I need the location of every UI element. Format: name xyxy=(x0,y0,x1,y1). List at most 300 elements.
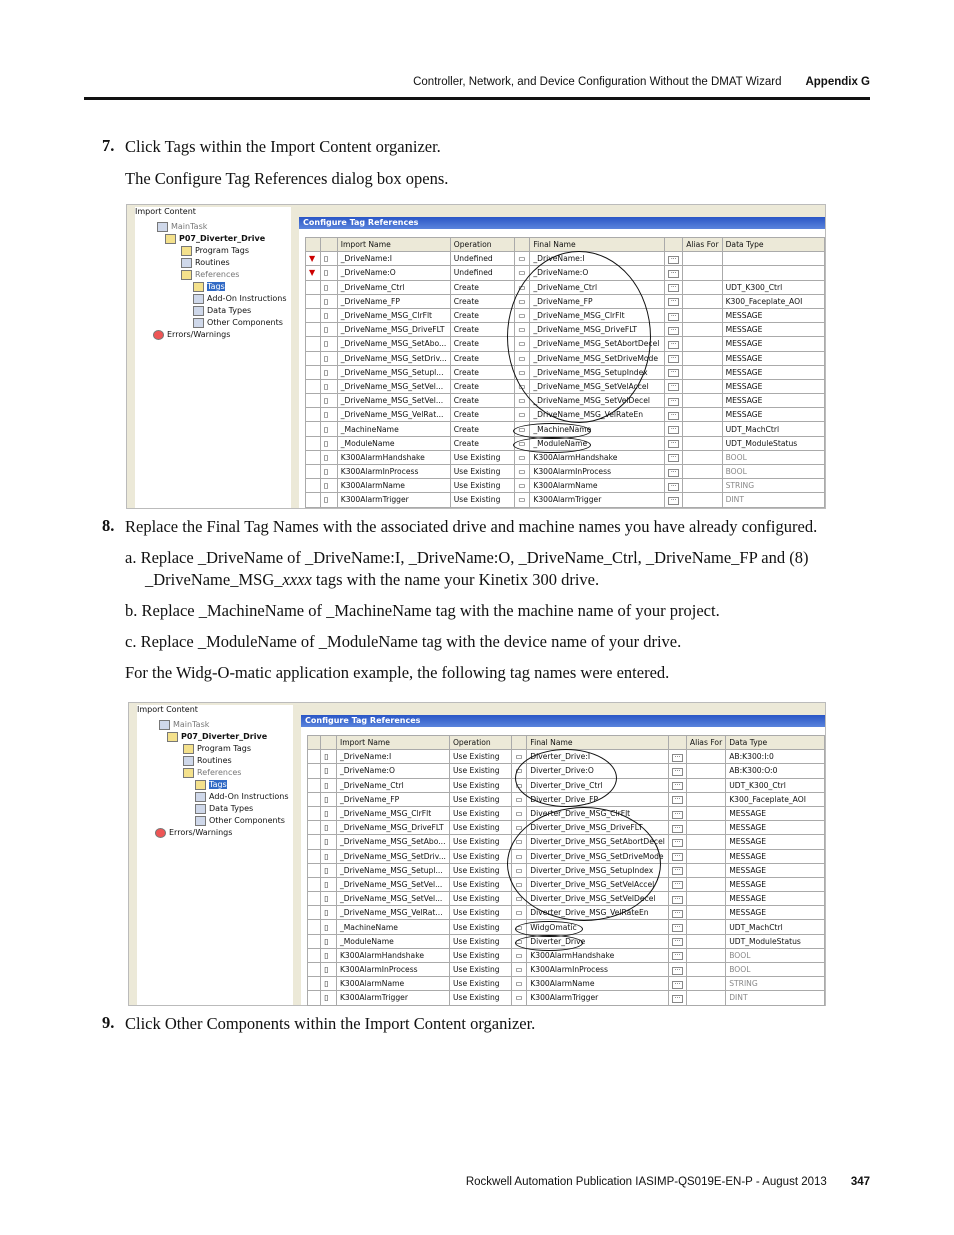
ellipsis-icon[interactable]: ··· xyxy=(672,881,683,889)
data-type-cell: AB:K300:I:0 xyxy=(726,750,825,764)
tag-icon: ▯ xyxy=(321,849,337,863)
operation-cell[interactable]: Use Existing xyxy=(449,877,512,891)
ellipsis-icon[interactable]: ··· xyxy=(668,383,679,391)
final-name-icon: ▭ xyxy=(515,479,530,493)
ellipsis-button[interactable] xyxy=(665,479,683,493)
ellipsis-button[interactable] xyxy=(668,835,686,849)
ellipsis-icon[interactable]: ··· xyxy=(672,754,683,762)
final-name-cell[interactable]: Diverter_Drive_FP xyxy=(527,792,669,806)
final-name-cell[interactable]: _DriveName_MSG_DriveFLT xyxy=(530,323,665,337)
ellipsis-icon[interactable]: ··· xyxy=(668,483,679,491)
final-name-cell[interactable]: Diverter_Drive_MSG_SetVelAccel xyxy=(527,877,669,891)
ellipsis-icon[interactable]: ··· xyxy=(672,839,683,847)
final-name-icon: ▭ xyxy=(512,821,527,835)
final-name-icon: ▭ xyxy=(515,465,530,479)
operation-cell[interactable]: Use Existing xyxy=(449,920,512,934)
ellipsis-icon[interactable]: ··· xyxy=(672,938,683,946)
final-name-cell[interactable]: _ModuleName xyxy=(530,436,665,450)
col-data-type[interactable]: Data Type xyxy=(722,238,824,252)
import-name-cell: _MachineName xyxy=(336,920,449,934)
col-operation[interactable]: Operation xyxy=(450,238,515,252)
ellipsis-button[interactable] xyxy=(668,778,686,792)
operation-cell[interactable]: Use Existing xyxy=(449,778,512,792)
ellipsis-button[interactable] xyxy=(665,408,683,422)
operation-cell[interactable]: Use Existing xyxy=(449,750,512,764)
operation-cell[interactable]: Create xyxy=(450,351,515,365)
table-row[interactable] xyxy=(308,948,825,962)
tree-item-errors[interactable]: Errors/Warnings xyxy=(153,329,230,340)
final-name-cell[interactable]: Diverter_Drive_MSG_VelRateEn xyxy=(527,906,669,920)
final-name-icon: ▭ xyxy=(515,394,530,408)
ellipsis-button[interactable] xyxy=(668,863,686,877)
tree-item-errors[interactable]: Errors/Warnings xyxy=(155,827,232,838)
ellipsis-button[interactable] xyxy=(665,465,683,479)
import-name-cell: _MachineName xyxy=(337,422,450,436)
final-name-cell[interactable]: _DriveName_MSG_VelRateEn xyxy=(530,408,665,422)
final-name-icon: ▭ xyxy=(515,252,530,266)
final-name-cell[interactable]: _DriveName_Ctrl xyxy=(530,280,665,294)
final-name-cell[interactable]: K300AlarmTrigger xyxy=(527,991,669,1005)
ellipsis-icon[interactable]: ··· xyxy=(672,952,683,960)
step-7-text: Click Tags within the Import Content organizer. xyxy=(125,137,441,156)
operation-cell[interactable]: Undefined xyxy=(450,252,515,266)
aoi-icon xyxy=(193,294,204,304)
alias-for-cell xyxy=(686,792,725,806)
ellipsis-icon[interactable]: ··· xyxy=(672,896,683,904)
ellipsis-icon[interactable]: ··· xyxy=(668,497,679,505)
other-components-icon xyxy=(195,816,206,826)
data-type-cell: MESSAGE xyxy=(722,308,824,322)
final-name-cell[interactable]: Diverter_Drive_MSG_SetupIndex xyxy=(527,863,669,877)
ellipsis-icon[interactable]: ··· xyxy=(668,355,679,363)
alias-for-cell xyxy=(683,450,722,464)
ellipsis-icon[interactable]: ··· xyxy=(672,768,683,776)
operation-cell[interactable]: Create xyxy=(450,365,515,379)
tree-item-maintask[interactable]: MainTask xyxy=(157,221,207,232)
final-name-cell[interactable]: Diverter_Drive:I xyxy=(527,750,669,764)
final-name-cell[interactable]: K300AlarmHandshake xyxy=(530,450,665,464)
ellipsis-button[interactable] xyxy=(668,792,686,806)
ellipsis-icon[interactable]: ··· xyxy=(672,995,683,1003)
tree-item-tags[interactable]: Tags xyxy=(195,779,227,790)
table-row[interactable] xyxy=(308,963,825,977)
operation-cell[interactable]: Use Existing xyxy=(449,934,512,948)
tree-item-program[interactable]: P07_Diverter_Drive xyxy=(167,731,267,742)
ellipsis-icon[interactable]: ··· xyxy=(672,796,683,804)
final-name-cell[interactable]: Diverter_Drive_MSG_SetAbortDecel xyxy=(527,835,669,849)
operation-cell[interactable]: Use Existing xyxy=(449,963,512,977)
operation-cell[interactable]: Use Existing xyxy=(449,906,512,920)
ellipsis-button[interactable] xyxy=(668,920,686,934)
data-type-cell: UDT_ModuleStatus xyxy=(722,436,824,450)
program-icon xyxy=(165,234,176,244)
ellipsis-icon[interactable]: ··· xyxy=(668,298,679,306)
tree-item-other-components[interactable]: Other Components xyxy=(193,317,283,328)
ellipsis-icon[interactable]: ··· xyxy=(668,313,679,321)
alias-for-cell xyxy=(686,835,725,849)
ellipsis-icon[interactable]: ··· xyxy=(672,910,683,918)
operation-cell[interactable]: Create xyxy=(450,394,515,408)
final-name-icon: ▭ xyxy=(515,337,530,351)
ellipsis-button[interactable] xyxy=(668,991,686,1005)
alias-for-cell xyxy=(686,963,725,977)
data-type-cell: MESSAGE xyxy=(726,821,825,835)
running-header xyxy=(413,76,870,88)
step-7-result: The Configure Tag References dialog box opens. xyxy=(125,169,449,188)
operation-cell[interactable]: Use Existing xyxy=(450,493,515,507)
tree-item-references[interactable]: References xyxy=(183,767,241,778)
ellipsis-icon[interactable]: ··· xyxy=(668,469,679,477)
operation-cell[interactable]: Use Existing xyxy=(449,764,512,778)
alias-for-cell xyxy=(686,906,725,920)
highlight-oval xyxy=(515,935,583,951)
alias-for-cell xyxy=(683,337,722,351)
import-name-cell: K300AlarmInProcess xyxy=(336,963,449,977)
status-flag-icon xyxy=(308,977,321,991)
ellipsis-button[interactable] xyxy=(665,365,683,379)
operation-cell[interactable]: Use Existing xyxy=(449,991,512,1005)
tree-title: Import Content xyxy=(137,705,198,714)
table-row[interactable] xyxy=(306,479,825,493)
ellipsis-button[interactable] xyxy=(665,422,683,436)
final-name-icon: ▭ xyxy=(515,294,530,308)
import-name-cell: _ModuleName xyxy=(337,436,450,450)
final-name-icon: ▭ xyxy=(512,991,527,1005)
status-flag-icon xyxy=(308,821,321,835)
ellipsis-button[interactable] xyxy=(668,764,686,778)
status-flag-icon xyxy=(306,365,321,379)
status-flag-icon xyxy=(306,479,321,493)
alias-for-cell xyxy=(686,991,725,1005)
final-name-icon: ▭ xyxy=(515,436,530,450)
import-name-cell: _DriveName_MSG_VelRat... xyxy=(337,408,450,422)
ellipsis-icon[interactable]: ··· xyxy=(668,369,679,377)
ellipsis-button[interactable] xyxy=(665,493,683,507)
final-name-cell[interactable]: Diverter_Drive_MSG_DriveFLT xyxy=(527,821,669,835)
operation-cell[interactable]: Use Existing xyxy=(449,948,512,962)
tree-item-routines[interactable]: Routines xyxy=(183,755,232,766)
ellipsis-icon[interactable]: ··· xyxy=(672,853,683,861)
operation-cell[interactable]: Use Existing xyxy=(449,821,512,835)
ellipsis-button[interactable] xyxy=(668,963,686,977)
ellipsis-button[interactable] xyxy=(665,450,683,464)
final-name-cell[interactable]: K300AlarmName xyxy=(527,977,669,991)
ellipsis-button[interactable] xyxy=(665,379,683,393)
ellipsis-icon[interactable]: ··· xyxy=(668,398,679,406)
operation-cell[interactable]: Create xyxy=(450,379,515,393)
tree-item-other-components[interactable]: Other Components xyxy=(195,815,285,826)
operation-cell[interactable]: Use Existing xyxy=(449,806,512,820)
import-name-cell: _DriveName_Ctrl xyxy=(336,778,449,792)
ellipsis-icon[interactable]: ··· xyxy=(672,811,683,819)
data-type-cell: MESSAGE xyxy=(722,394,824,408)
final-name-cell[interactable]: _DriveName_MSG_ClrFlt xyxy=(530,308,665,322)
import-name-cell: _DriveName_MSG_DriveFLT xyxy=(336,821,449,835)
tag-icon: ▯ xyxy=(321,821,337,835)
data-type-cell: K300_Faceplate_AOI xyxy=(722,294,824,308)
alias-for-cell xyxy=(683,422,722,436)
data-type-cell: MESSAGE xyxy=(726,849,825,863)
final-name-cell[interactable]: K300AlarmName xyxy=(530,479,665,493)
step-8a-line2: _DriveName_MSG_xxxx tags with the name your Kinetix 300 drive. xyxy=(145,570,600,589)
col-import-name[interactable]: Import Name xyxy=(337,238,450,252)
final-name-cell[interactable]: Diverter_Drive_Ctrl xyxy=(527,778,669,792)
final-name-cell[interactable]: _DriveName:O xyxy=(530,266,665,280)
status-flag-icon xyxy=(306,379,321,393)
data-type-cell: MESSAGE xyxy=(726,877,825,891)
status-flag-icon xyxy=(306,294,321,308)
tree-item-program-tags[interactable]: Program Tags xyxy=(181,245,249,256)
tree-item-data-types[interactable]: Data Types xyxy=(195,803,253,814)
folder-icon xyxy=(183,768,194,778)
import-name-cell: _DriveName_MSG_Setupl... xyxy=(337,365,450,379)
ellipsis-button[interactable] xyxy=(665,436,683,450)
alias-for-cell xyxy=(686,977,725,991)
status-flag-icon xyxy=(306,408,321,422)
highlight-oval xyxy=(507,251,651,423)
table-row[interactable] xyxy=(308,991,825,1005)
col-data-type[interactable]: Data Type xyxy=(726,736,825,750)
import-name-cell: _DriveName_MSG_SetVel... xyxy=(337,394,450,408)
status-flag-icon xyxy=(308,934,321,948)
status-flag-icon xyxy=(306,394,321,408)
tag-icon: ▯ xyxy=(320,294,337,308)
ellipsis-button[interactable] xyxy=(665,280,683,294)
operation-cell[interactable]: Create xyxy=(450,294,515,308)
ellipsis-button[interactable] xyxy=(665,323,683,337)
ellipsis-icon[interactable]: ··· xyxy=(668,454,679,462)
data-type-cell: MESSAGE xyxy=(726,906,825,920)
alias-for-cell xyxy=(683,436,722,450)
final-name-cell[interactable]: K300AlarmTrigger xyxy=(530,493,665,507)
ellipsis-icon[interactable]: ··· xyxy=(668,327,679,335)
final-name-cell[interactable]: K300AlarmInProcess xyxy=(530,465,665,479)
col-final-name[interactable]: Final Name xyxy=(527,736,669,750)
ellipsis-button[interactable] xyxy=(668,821,686,835)
tag-icon: ▯ xyxy=(321,778,337,792)
ellipsis-button[interactable] xyxy=(668,750,686,764)
error-icon xyxy=(153,330,164,340)
tree-item-program-tags[interactable]: Program Tags xyxy=(183,743,251,754)
final-name-cell[interactable]: _DriveName_MSG_SetupIndex xyxy=(530,365,665,379)
ellipsis-button[interactable] xyxy=(668,948,686,962)
operation-cell[interactable]: Create xyxy=(450,308,515,322)
col-final-name[interactable]: Final Name xyxy=(530,238,665,252)
final-name-cell[interactable]: Diverter_Drive:O xyxy=(527,764,669,778)
status-flag-icon xyxy=(306,450,321,464)
status-flag-icon xyxy=(308,806,321,820)
final-name-icon: ▭ xyxy=(512,764,527,778)
import-name-cell: K300AlarmTrigger xyxy=(337,493,450,507)
ellipsis-icon[interactable]: ··· xyxy=(672,782,683,790)
final-name-icon: ▭ xyxy=(512,778,527,792)
tag-icon: ▯ xyxy=(320,351,337,365)
final-name-cell[interactable]: Diverter_Drive_MSG_ClrFlt xyxy=(527,806,669,820)
ellipsis-icon[interactable]: ··· xyxy=(668,426,679,434)
col-alias-for[interactable]: Alias For xyxy=(683,238,722,252)
operation-cell[interactable]: Use Existing xyxy=(449,892,512,906)
operation-cell[interactable]: Use Existing xyxy=(449,977,512,991)
ellipsis-button[interactable] xyxy=(668,849,686,863)
tag-icon: ▯ xyxy=(321,906,337,920)
import-name-cell: K300AlarmInProcess xyxy=(337,465,450,479)
final-name-cell[interactable]: _DriveName_MSG_SetAbortDecel xyxy=(530,337,665,351)
final-name-cell[interactable]: Diverter_Drive_MSG_SetVelDecel xyxy=(527,892,669,906)
ellipsis-button[interactable] xyxy=(668,892,686,906)
data-type-cell: BOOL xyxy=(726,963,825,977)
ellipsis-icon[interactable]: ··· xyxy=(668,270,679,278)
col-alias-for[interactable]: Alias For xyxy=(686,736,725,750)
data-type-cell: MESSAGE xyxy=(726,835,825,849)
alias-for-cell xyxy=(683,479,722,493)
ellipsis-button[interactable] xyxy=(665,252,683,266)
program-icon xyxy=(167,732,178,742)
tag-icon: ▯ xyxy=(320,465,337,479)
final-name-cell[interactable]: _DriveName_FP xyxy=(530,294,665,308)
col-import-name[interactable]: Import Name xyxy=(336,736,449,750)
final-name-cell[interactable]: _DriveName_MSG_SetVelAccel xyxy=(530,379,665,393)
final-name-icon: ▭ xyxy=(515,323,530,337)
status-flag-icon xyxy=(306,323,321,337)
alias-for-cell xyxy=(686,778,725,792)
operation-cell[interactable]: Create xyxy=(450,323,515,337)
tree-item-data-types[interactable]: Data Types xyxy=(193,305,251,316)
ellipsis-icon[interactable]: ··· xyxy=(668,412,679,420)
operation-cell[interactable]: Use Existing xyxy=(450,465,515,479)
tag-icon: ▯ xyxy=(320,280,337,294)
tag-icon: ▯ xyxy=(321,764,337,778)
ellipsis-button[interactable] xyxy=(668,977,686,991)
final-name-icon: ▭ xyxy=(515,422,530,436)
alias-for-cell xyxy=(683,266,722,280)
ellipsis-button[interactable] xyxy=(668,877,686,891)
operation-cell[interactable]: Use Existing xyxy=(449,849,512,863)
ellipsis-button[interactable] xyxy=(665,294,683,308)
final-name-icon: ▭ xyxy=(515,493,530,507)
import-name-cell: _DriveName:I xyxy=(336,750,449,764)
ellipsis-button[interactable] xyxy=(665,337,683,351)
operation-cell[interactable]: Use Existing xyxy=(450,450,515,464)
final-name-cell[interactable]: _DriveName_MSG_SetVelDecel xyxy=(530,394,665,408)
import-name-cell: _DriveName_MSG_VelRat... xyxy=(336,906,449,920)
tree-item-routines[interactable]: Routines xyxy=(181,257,230,268)
header-rule xyxy=(84,97,870,100)
ellipsis-button[interactable] xyxy=(665,351,683,365)
ellipsis-button[interactable] xyxy=(668,906,686,920)
folder-icon xyxy=(159,720,170,730)
tag-icon: ▯ xyxy=(321,977,337,991)
error-icon xyxy=(155,828,166,838)
data-type-cell: AB:K300:O:0 xyxy=(726,764,825,778)
tag-icon: ▯ xyxy=(321,920,337,934)
ellipsis-icon[interactable]: ··· xyxy=(668,440,679,448)
table-row[interactable] xyxy=(306,465,825,479)
ellipsis-icon[interactable]: ··· xyxy=(668,284,679,292)
highlight-oval xyxy=(507,807,661,921)
operation-cell[interactable]: Create xyxy=(450,337,515,351)
ellipsis-button[interactable] xyxy=(668,806,686,820)
final-name-cell[interactable]: _DriveName:I xyxy=(530,252,665,266)
operation-cell[interactable]: Use Existing xyxy=(449,863,512,877)
final-name-icon: ▭ xyxy=(515,379,530,393)
tag-icon: ▯ xyxy=(321,792,337,806)
data-type-cell: UDT_MachCtrl xyxy=(722,422,824,436)
operation-cell[interactable]: Use Existing xyxy=(450,479,515,493)
final-name-cell[interactable]: K300AlarmInProcess xyxy=(527,963,669,977)
table-row[interactable] xyxy=(308,977,825,991)
status-flag-icon xyxy=(306,465,321,479)
ellipsis-button[interactable] xyxy=(665,266,683,280)
tree-title: Import Content xyxy=(135,207,196,216)
final-name-cell[interactable]: Diverter_Drive xyxy=(527,934,669,948)
alias-for-cell xyxy=(683,280,722,294)
page-number: 347 xyxy=(850,1176,870,1188)
operation-cell[interactable]: Use Existing xyxy=(449,792,512,806)
import-name-cell: K300AlarmName xyxy=(337,479,450,493)
final-name-cell[interactable]: K300AlarmHandshake xyxy=(527,948,669,962)
ellipsis-icon[interactable]: ··· xyxy=(672,924,683,932)
alias-for-cell xyxy=(683,294,722,308)
operation-cell[interactable]: Undefined xyxy=(450,266,515,280)
operation-cell[interactable]: Create xyxy=(450,436,515,450)
tag-icon: ▯ xyxy=(320,394,337,408)
table-row[interactable] xyxy=(306,493,825,507)
tag-icon: ▯ xyxy=(320,308,337,322)
col-operation[interactable]: Operation xyxy=(449,736,512,750)
table-header xyxy=(306,238,825,252)
import-name-cell: _DriveName_MSG_SetAbo... xyxy=(337,337,450,351)
final-name-icon: ▭ xyxy=(515,450,530,464)
ellipsis-button[interactable] xyxy=(665,308,683,322)
ellipsis-icon[interactable]: ··· xyxy=(672,825,683,833)
ellipsis-icon[interactable]: ··· xyxy=(668,341,679,349)
final-name-cell[interactable]: WidgOmatic xyxy=(527,920,669,934)
ellipsis-icon[interactable]: ··· xyxy=(672,981,683,989)
final-name-icon: ▭ xyxy=(515,266,530,280)
ellipsis-button[interactable] xyxy=(668,934,686,948)
import-name-cell: _DriveName_MSG_DriveFLT xyxy=(337,323,450,337)
ellipsis-icon[interactable]: ··· xyxy=(668,256,679,264)
tree-item-program[interactable]: P07_Diverter_Drive xyxy=(165,233,265,244)
final-name-cell[interactable]: _DriveName_MSG_SetDriveMode xyxy=(530,351,665,365)
tree-item-aoi[interactable]: Add-On Instructions xyxy=(193,293,287,304)
tree-item-references[interactable]: References xyxy=(181,269,239,280)
routines-icon xyxy=(181,258,192,268)
final-name-cell[interactable]: _MachineName xyxy=(530,422,665,436)
operation-cell[interactable]: Create xyxy=(450,408,515,422)
final-name-cell[interactable]: Diverter_Drive_MSG_SetDriveMode xyxy=(527,849,669,863)
ellipsis-button[interactable] xyxy=(665,394,683,408)
table-header xyxy=(308,736,825,750)
tree-item-tags[interactable]: Tags xyxy=(193,281,225,292)
step-8a-line1: a. Replace _DriveName of _DriveName:I, _DriveName:O, _DriveName_Ctrl, _DriveName_FP and (8) xyxy=(125,548,809,567)
final-name-icon: ▭ xyxy=(512,906,527,920)
tree-item-aoi[interactable]: Add-On Instructions xyxy=(195,791,289,802)
final-name-icon: ▭ xyxy=(512,750,527,764)
ellipsis-icon[interactable]: ··· xyxy=(672,967,683,975)
tags-icon xyxy=(193,282,204,292)
operation-cell[interactable]: Create xyxy=(450,422,515,436)
final-name-icon: ▭ xyxy=(512,863,527,877)
status-flag-icon xyxy=(306,351,321,365)
data-type-cell xyxy=(722,252,824,266)
tree-item-maintask[interactable]: MainTask xyxy=(159,719,209,730)
data-type-cell: UDT_ModuleStatus xyxy=(726,934,825,948)
operation-cell[interactable]: Use Existing xyxy=(449,835,512,849)
ellipsis-icon[interactable]: ··· xyxy=(672,867,683,875)
screenshot-configure-tags-before xyxy=(126,204,826,509)
operation-cell[interactable]: Create xyxy=(450,280,515,294)
